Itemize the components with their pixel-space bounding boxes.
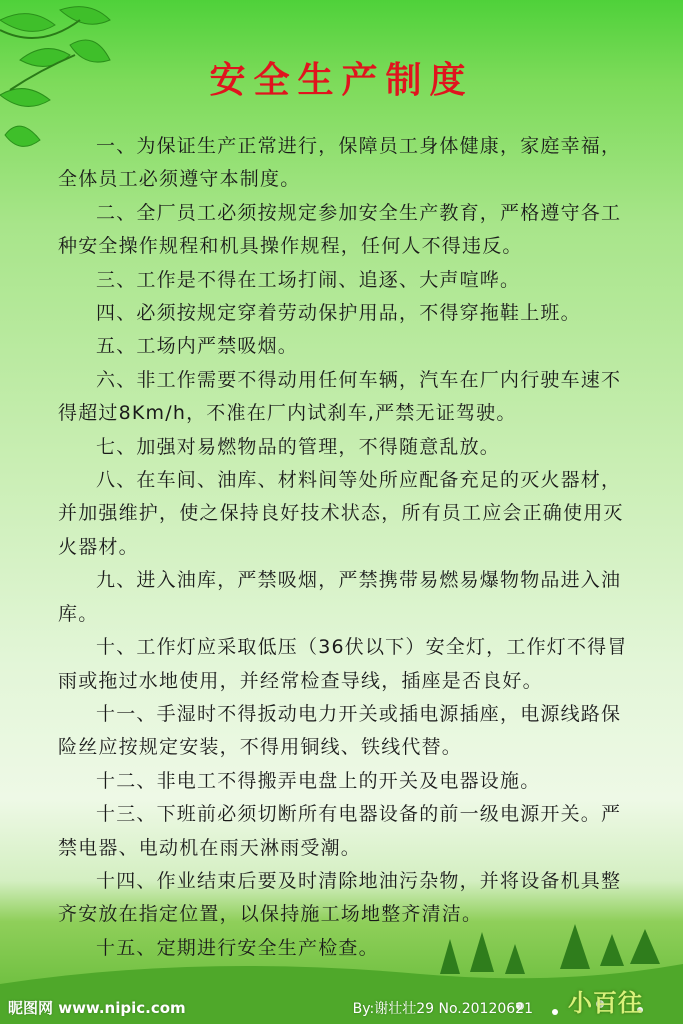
brand-logo: 小百往 (568, 989, 643, 1017)
list-item: 六、非工作需要不得动用任何车辆，汽车在厂内行驶车速不得超过8Km/h，不准在厂内试刹车,严禁无证驾驶。 (58, 368, 622, 425)
author-id: By:谢壮壮29 No.20120621 (352, 1001, 533, 1017)
list-item: 十四、作业结束后要及时清除地油污杂物，并将设备机具整齐安放在指定位置，以保持施工场地整齐清洁。 (58, 869, 622, 926)
list-item: 四、必须按规定穿着劳动保护用品，不得穿拖鞋上班。 (96, 302, 581, 325)
list-item: 十五、定期进行安全生产检查。 (96, 936, 379, 959)
list-item: 三、工作是不得在工场打闹、追逐、大声喧哗。 (96, 268, 521, 291)
list-item: 十三、下班前必须切断所有电器设备的前一级电源开关。严禁电器、电动机在雨天淋雨受潮。 (58, 803, 622, 859)
list-item: 二、全厂员工必须按规定参加安全生产教育，严格遵守各工种安全操作规程和机具操作规程，任何人不得违反。 (58, 201, 622, 258)
list-item: 十二、非电工不得搬弄电盘上的开关及电器设施。 (96, 769, 541, 792)
list-item: 一、为保证生产正常进行，保障员工身体健康，家庭幸福，全体员工必须遵守本制度。 (58, 135, 622, 191)
list-item: 八、在车间、油库、材料间等处所应配备充足的灭火器材，并加强维护，使之保持良好技术状态，所有员工应会正确使用灭火器材。 (58, 469, 624, 558)
list-item: 十、工作灯应采取低压（36伏以下）安全灯，工作灯不得冒雨或拖过水地使用，并经常检查导线，插座是否良好。 (58, 636, 628, 692)
watermark-left: 昵图网 www.nipic.com (8, 999, 186, 1017)
rules-list (58, 130, 630, 965)
list-item: 七、加强对易燃物品的管理，不得随意乱放。 (96, 435, 501, 458)
page-title: 安全生产制度 (209, 59, 474, 101)
list-item: 十一、手湿时不得扳动电力开关或插电源插座，电源线路保险丝应按规定安装，不得用铜线、铁线代替。 (58, 702, 622, 759)
list-item: 五、工场内严禁吸烟。 (96, 335, 299, 358)
list-item: 九、进入油库，严禁吸烟，严禁携带易燃易爆物物品进入油库。 (58, 569, 622, 625)
